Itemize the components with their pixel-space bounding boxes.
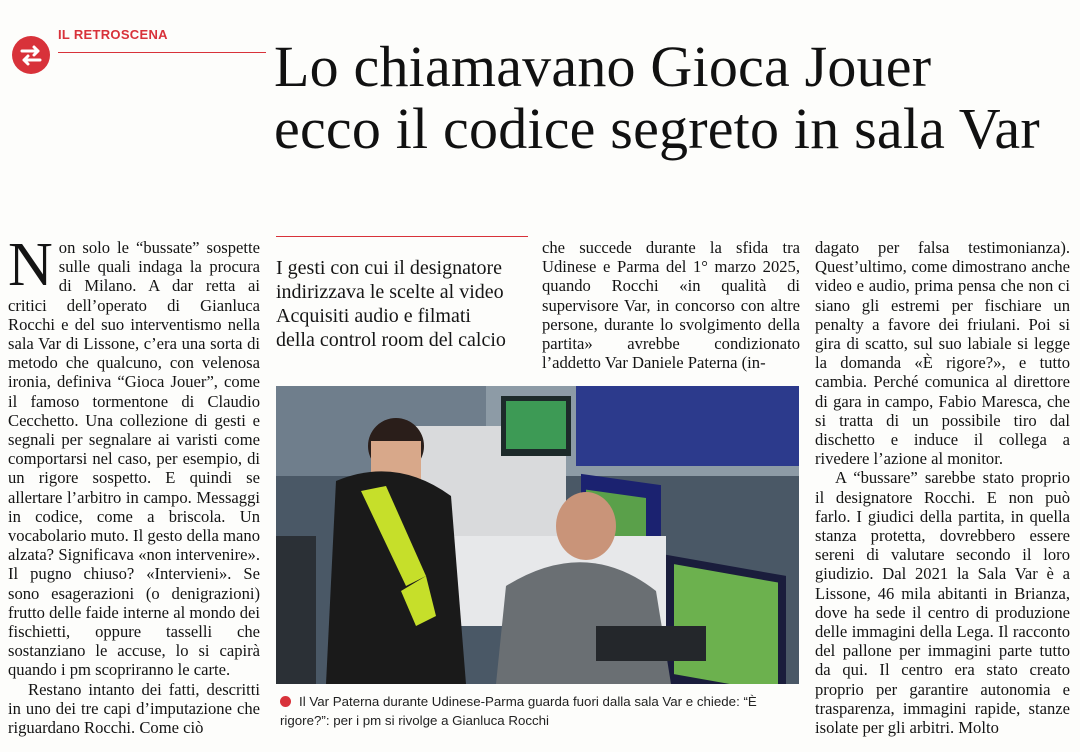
deck-rule: [276, 236, 528, 237]
headline-line-1: Lo chiamavano Gioca Jouer: [274, 34, 932, 99]
var-room-photo-illustration: [276, 386, 799, 684]
paragraph: che succede durante la sfida tra Udinese e Parma del 1° marzo 2025, quando Rocchi «in qualità di supervisore Var, in concorso con altre persone, durante lo svolgimento della partita» avrebbe condizionato l’addetto Var Daniele Paterna (in-: [542, 238, 800, 373]
paragraph: A “bussare” sarebbe stato proprio il designatore Rocchi. E non può farlo. I giudici della partita, in quella stanza protetta, dovrebbero essere sereni di valutare secondo il loro giudizio. Dal 2021 la Sala Var è a Lissone, 46 mila abitanti in Brianza, dove ha sede il centro di produzione delle immagini della Lega. Il racconto del pallone per immagini parte tutto da qui. Il centro era stato creato proprio per garantire autonomia e trasparenza, immagini rapide, stanze isolate per gli arbitri. Molto: [815, 468, 1070, 738]
paragraph: Restano intanto dei fatti, descritti in uno dei tre capi d’imputazione che riguardano Rocchi. Come ciò: [8, 679, 260, 738]
caption-bullet-icon: [280, 696, 291, 707]
paragraph: [8, 231, 260, 680]
paragraph: dagato per falsa testimonianza). Quest’ultimo, come dimostrano anche video e audio, prima pensa che non ci siano gli estremi per fischiare un penalty a favore dei friulani. Poi si gira di scatto, sul suo labiale si legge la domanda «È rigore?», e tutto cambia. Perché comunica al direttore di gara in campo, Fabio Maresca, che si tratta di un possibile tiro dal dischetto e induce il collega a rivedere l’azione al monitor.: [815, 238, 1070, 469]
photo-caption: [280, 692, 800, 730]
article-column-1: [8, 231, 260, 738]
article-column-4: [815, 238, 1070, 737]
headline: [274, 36, 1074, 160]
caption-text: Il Var Paterna durante Udinese-Parma guarda fuori dalla sala Var e chiede: “È rigore?”: per i pm si rivolge a Gianluca Rocchi: [280, 694, 757, 728]
deck-line: indirizzava le scelte al video: [276, 281, 504, 303]
deck-line: della control room del calcio: [276, 329, 506, 351]
deck-subheadline: [276, 256, 532, 352]
headline-line-2: ecco il codice segreto in sala Var: [274, 96, 1040, 161]
paragraph-text: on solo le “bussate” sospette sulle quali indaga la procura di Milano. A dar retta ai critici dell’operato di Gianluca Rocchi e del suo interventismo nella sala Var di Lissone, c’era una sorta di metodo che qualcuno, con velenosa ironia, definiva “Gioca Jouer”, come il famoso tormentone di Claudio Cecchetto. Una collezione di gesti e segnali per segnalare ai varisti come comportarsi nel caso, per esempio, di un rigore sospetto. E quindi se allertare l’arbitro in campo. Messaggi in codice, come a briscola. Un vocabolario muto. Il gesto della mano alzata? Significava «non intervenire». Il pugno chiuso? «Intervieni». Se sono esagerazioni (o denigrazioni) frutto delle faide interne al mondo dei fischietti, oppure tasselli che sostanziano le accuse, lo si capirà quando i pm scopriranno le carte.: [8, 238, 260, 680]
news-photo: [276, 386, 799, 684]
section-kicker: IL RETROSCENA: [58, 27, 168, 42]
drop-cap: N: [8, 231, 53, 299]
article-column-3: [542, 238, 800, 372]
kicker-rule: [58, 52, 266, 53]
deck-line: I gesti con cui il designatore: [276, 257, 503, 279]
deck-line: Acquisiti audio e filmati: [276, 305, 471, 327]
section-logo-icon: [12, 36, 50, 74]
